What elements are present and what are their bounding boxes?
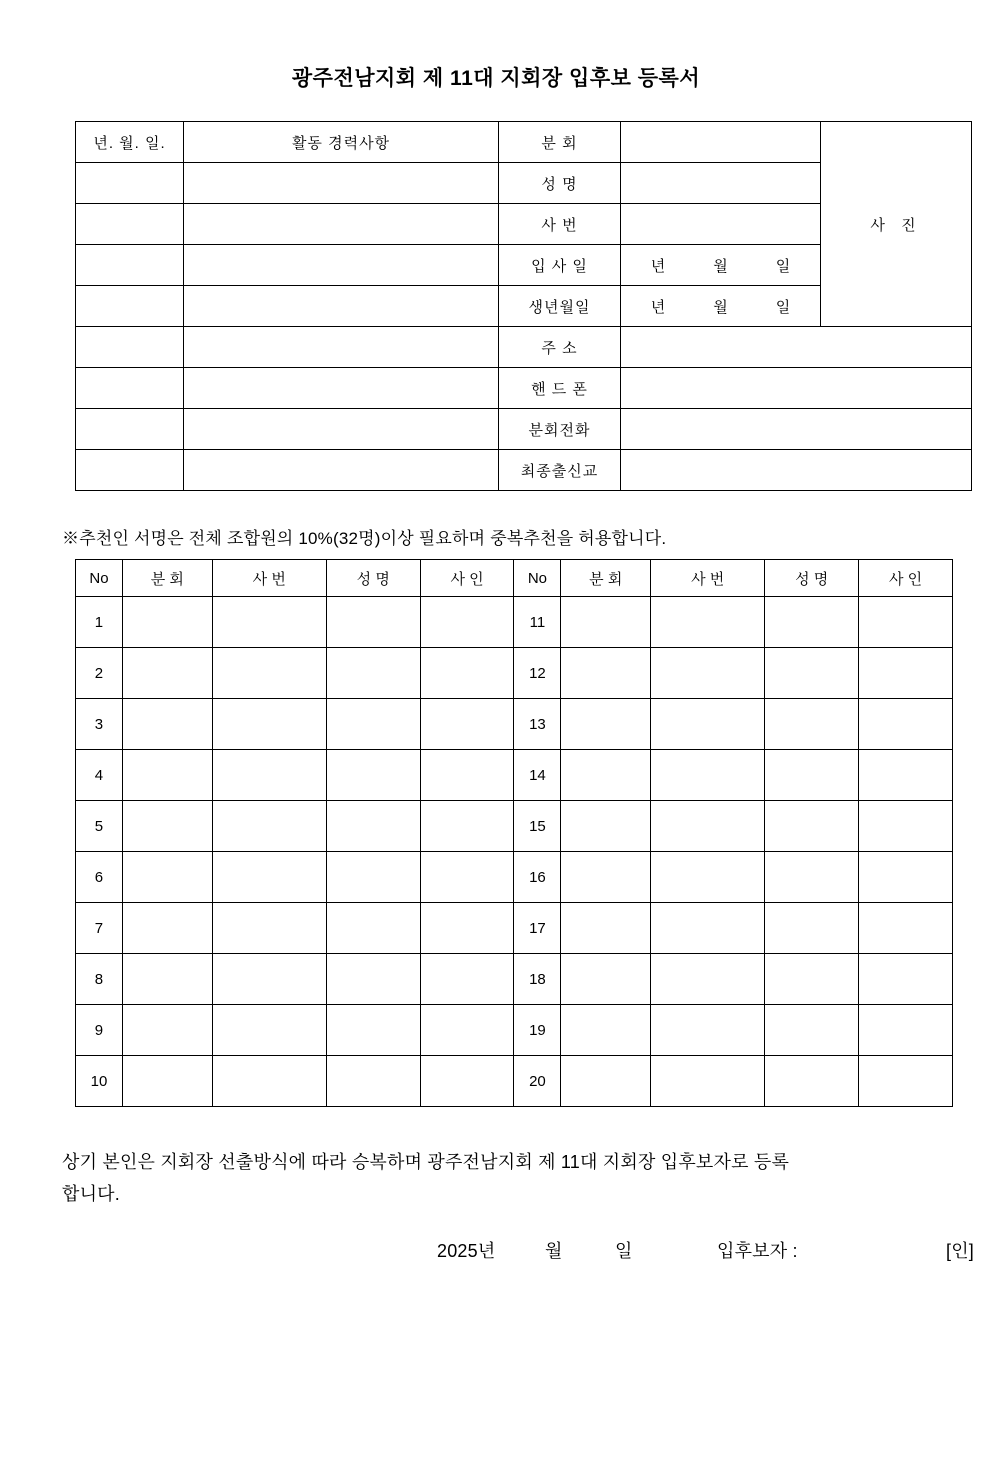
value-bunhoe[interactable] [621,122,821,163]
month-label: 월 [713,257,728,275]
cell-sign-right[interactable] [859,648,953,699]
cell-name-right[interactable] [765,852,859,903]
cell-bunhoe-right[interactable] [561,1005,651,1056]
cell-sign-left[interactable] [420,801,514,852]
signature-line [62,1236,974,1266]
col-no-right: No [514,560,561,597]
candidate-info-table [75,121,972,491]
cell-bunhoe-left[interactable] [122,801,212,852]
row-no-right: 14 [514,750,561,801]
closing-month: 월 [545,1241,563,1261]
cell-sign-left[interactable] [420,648,514,699]
cell-sign-right[interactable] [859,699,953,750]
cell-name-left[interactable] [326,750,420,801]
value-join-date[interactable] [621,245,821,286]
cell-bunhoe-left[interactable] [122,750,212,801]
row-no-left: 7 [76,903,123,954]
label-school: 최종출신교 [499,450,621,491]
cell-sabeon-right[interactable] [651,648,765,699]
cell-name-left[interactable] [326,597,420,648]
cell-bunhoe-left[interactable] [122,597,212,648]
label-address: 주 소 [499,327,621,368]
label-name: 성 명 [499,163,621,204]
cell-sabeon-right[interactable] [651,750,765,801]
row-no-right: 13 [514,699,561,750]
cell-name-right[interactable] [765,750,859,801]
cell-bunhoe-left[interactable] [122,954,212,1005]
cell-name-right[interactable] [765,954,859,1005]
month-label: 월 [713,298,728,316]
cell-sabeon-right[interactable] [651,1005,765,1056]
value-branch-phone[interactable] [621,409,972,450]
table-row [76,597,953,648]
cell-sabeon-left[interactable] [212,1005,326,1056]
cell-sign-right[interactable] [859,801,953,852]
cell-name-left[interactable] [326,852,420,903]
cell-name-left[interactable] [326,903,420,954]
label-mobile: 핸 드 폰 [499,368,621,409]
cell-bunhoe-left[interactable] [122,699,212,750]
photo-cell: 사 진 [821,122,972,327]
col-bunhoe-right: 분 회 [561,560,651,597]
cell-sabeon-left[interactable] [212,903,326,954]
candidate-label: 입후보자 : [717,1241,798,1261]
col-sabeon-left: 사 번 [212,560,326,597]
recommender-signature-table [75,559,953,1107]
cell-name-right[interactable] [765,801,859,852]
info-table-wrapper [75,121,922,491]
cell-bunhoe-right[interactable] [561,954,651,1005]
cell-bunhoe-right[interactable] [561,699,651,750]
seal-mark: [인] [946,1241,974,1261]
cell-bunhoe-right[interactable] [561,597,651,648]
col-name-right: 성 명 [765,560,859,597]
cell-bunhoe-left[interactable] [122,903,212,954]
cell-sabeon-right[interactable] [651,699,765,750]
table-row [76,801,953,852]
closing-line-2: 합니다. [62,1183,120,1204]
value-birth-date[interactable] [621,286,821,327]
date-cell[interactable] [76,204,184,245]
row-no-left: 1 [76,597,123,648]
table-row [76,327,972,368]
closing-line-1: 상기 본인은 지회장 선출방식에 따라 승복하며 광주전남지회 제 11대 지회장 입후보자로 등록 [62,1152,790,1172]
cell-sign-left[interactable] [420,954,514,1005]
value-mobile[interactable] [621,368,972,409]
row-no-right: 18 [514,954,561,1005]
activity-cell[interactable] [184,368,499,409]
date-cell[interactable] [76,450,184,491]
cell-name-left[interactable] [326,699,420,750]
cell-bunhoe-right[interactable] [561,801,651,852]
recommendation-note: ※추천인 서명은 전체 조합원의 10%(32명)이상 필요하며 중복추천을 허용합니다. [62,529,667,548]
date-cell[interactable] [76,409,184,450]
table-row [76,450,972,491]
cell-name-left[interactable] [326,801,420,852]
activity-cell[interactable] [184,204,499,245]
page-title: 광주전남지회 제 11대 지회장 입후보 등록서 [291,67,701,90]
value-school[interactable] [621,450,972,491]
date-cell[interactable] [76,245,184,286]
date-cell[interactable] [76,163,184,204]
day-label: 일 [775,298,791,316]
cell-bunhoe-right[interactable] [561,648,651,699]
table-row [76,750,953,801]
cell-sabeon-left[interactable] [212,699,326,750]
activity-cell[interactable] [184,245,499,286]
date-cell[interactable] [76,368,184,409]
year-label: 년 [650,257,666,275]
cell-name-right[interactable] [765,648,859,699]
cell-bunhoe-right[interactable] [561,1056,651,1107]
cell-name-left[interactable] [326,648,420,699]
table-header-row [76,560,953,597]
cell-sabeon-left[interactable] [212,1056,326,1107]
cell-bunhoe-left[interactable] [122,852,212,903]
activity-cell[interactable] [184,409,499,450]
table-row [76,852,953,903]
cell-sabeon-right[interactable] [651,1056,765,1107]
cell-name-left[interactable] [326,954,420,1005]
row-no-right: 11 [514,597,561,648]
col-sabeon-right: 사 번 [651,560,765,597]
cell-name-right[interactable] [765,1005,859,1056]
label-branch-phone: 분회전화 [499,409,621,450]
date-cell[interactable] [76,327,184,368]
table-row [76,1056,953,1107]
activity-cell[interactable] [184,163,499,204]
cell-sign-right[interactable] [859,750,953,801]
value-sabeon[interactable] [621,204,821,245]
cell-sign-left[interactable] [420,1005,514,1056]
cell-sabeon-left[interactable] [212,801,326,852]
table-row [76,409,972,450]
label-join-date: 입 사 일 [499,245,621,286]
row-no-left: 2 [76,648,123,699]
col-no-left: No [76,560,123,597]
year-label: 년 [650,298,666,316]
cell-sign-left[interactable] [420,903,514,954]
cell-sabeon-left[interactable] [212,648,326,699]
value-name[interactable] [621,163,821,204]
cell-sign-left[interactable] [420,852,514,903]
cell-sabeon-right[interactable] [651,954,765,1005]
label-sabeon: 사 번 [499,204,621,245]
sign-table-wrapper [75,559,923,1107]
label-bunhoe: 분 회 [499,122,621,163]
cell-sign-right[interactable] [859,597,953,648]
day-label: 일 [775,257,791,275]
row-no-right: 17 [514,903,561,954]
col-sign-right: 사 인 [859,560,953,597]
cell-sign-left[interactable] [420,699,514,750]
table-row [76,954,953,1005]
row-no-right: 12 [514,648,561,699]
cell-sign-right[interactable] [859,954,953,1005]
cell-sabeon-left[interactable] [212,597,326,648]
row-no-left: 10 [76,1056,123,1107]
row-no-left: 5 [76,801,123,852]
row-no-left: 9 [76,1005,123,1056]
col-bunhoe-left: 분 회 [122,560,212,597]
cell-bunhoe-left[interactable] [122,648,212,699]
activity-cell[interactable] [184,327,499,368]
cell-bunhoe-right[interactable] [561,852,651,903]
row-no-left: 8 [76,954,123,1005]
cell-sign-right[interactable] [859,903,953,954]
date-cell[interactable] [76,286,184,327]
cell-sign-right[interactable] [859,1005,953,1056]
header-activity-col: 활동 경력사항 [184,122,499,163]
cell-name-left[interactable] [326,1056,420,1107]
cell-bunhoe-right[interactable] [561,750,651,801]
cell-sabeon-right[interactable] [651,852,765,903]
row-no-right: 16 [514,852,561,903]
activity-cell[interactable] [184,286,499,327]
cell-name-left[interactable] [326,1005,420,1056]
cell-sabeon-left[interactable] [212,852,326,903]
cell-sign-left[interactable] [420,597,514,648]
value-address[interactable] [621,327,972,368]
cell-name-right[interactable] [765,903,859,954]
cell-name-right[interactable] [765,1056,859,1107]
cell-sabeon-right[interactable] [651,903,765,954]
cell-sabeon-right[interactable] [651,597,765,648]
activity-cell[interactable] [184,450,499,491]
cell-sign-left[interactable] [420,750,514,801]
document-page [0,62,992,1465]
label-birth-date: 생년월일 [499,286,621,327]
cell-bunhoe-right[interactable] [561,903,651,954]
closing-day: 일 [615,1241,633,1261]
cell-name-right[interactable] [765,597,859,648]
cell-sign-right[interactable] [859,852,953,903]
row-no-left: 4 [76,750,123,801]
cell-bunhoe-left[interactable] [122,1005,212,1056]
cell-sign-left[interactable] [420,1056,514,1107]
closing-statement [62,1147,974,1266]
cell-bunhoe-left[interactable] [122,1056,212,1107]
closing-year: 2025년 [437,1241,496,1261]
row-no-left: 3 [76,699,123,750]
table-row [76,648,953,699]
table-row [76,903,953,954]
col-sign-left: 사 인 [420,560,514,597]
row-no-left: 6 [76,852,123,903]
header-date-col: 년. 월. 일. [76,122,184,163]
table-row [76,1005,953,1056]
row-no-right: 19 [514,1005,561,1056]
table-row [76,368,972,409]
col-name-left: 성 명 [326,560,420,597]
table-row [76,699,953,750]
cell-sabeon-left[interactable] [212,954,326,1005]
cell-sabeon-right[interactable] [651,801,765,852]
cell-name-right[interactable] [765,699,859,750]
cell-sign-right[interactable] [859,1056,953,1107]
table-row [76,122,972,163]
row-no-right: 15 [514,801,561,852]
row-no-right: 20 [514,1056,561,1107]
cell-sabeon-left[interactable] [212,750,326,801]
